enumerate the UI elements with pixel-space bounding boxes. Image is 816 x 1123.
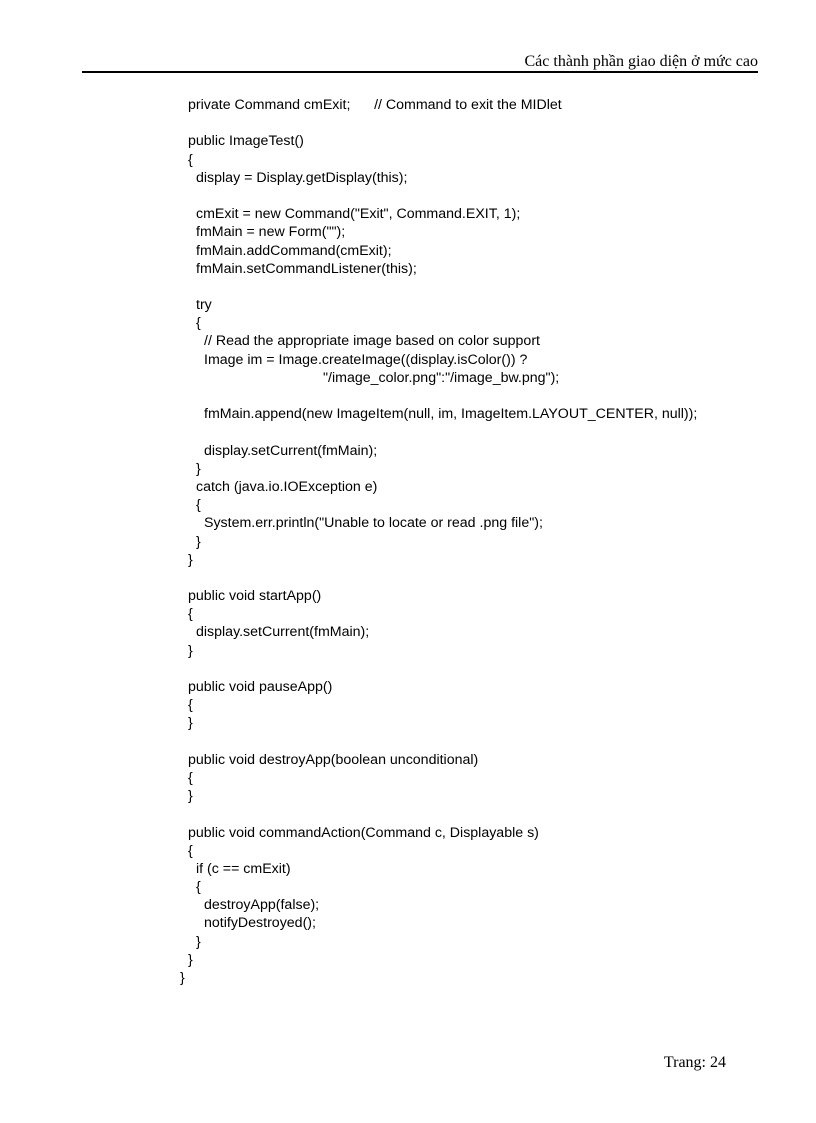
blank-line bbox=[0, 733, 816, 751]
code-line: try bbox=[196, 297, 212, 314]
code-line: { bbox=[196, 879, 201, 896]
code-line: if (c == cmExit) bbox=[196, 860, 291, 877]
code-line: fmMain.addCommand(cmExit); bbox=[196, 242, 392, 259]
code-line: { bbox=[188, 842, 193, 859]
code-line: cmExit = new Command("Exit", Command.EXIT, 1); bbox=[196, 206, 521, 223]
blank-line bbox=[0, 805, 816, 823]
page-header-title: Các thành phần giao diện ở mức cao bbox=[524, 53, 758, 70]
code-line: } bbox=[196, 933, 201, 950]
code-line: private Command cmExit; // Command to exit the MIDlet bbox=[188, 97, 562, 113]
code-line: display.setCurrent(fmMain); bbox=[204, 442, 378, 459]
code-line: { bbox=[196, 315, 201, 332]
code-line: public void destroyApp(boolean unconditional) bbox=[188, 751, 479, 768]
code-line: // Read the appropriate image based on color support bbox=[204, 333, 540, 350]
code-line: display = Display.getDisplay(this); bbox=[196, 169, 408, 186]
code-line: "/image_color.png":"/image_bw.png"); bbox=[323, 369, 560, 386]
code-line: fmMain.setCommandListener(this); bbox=[196, 260, 417, 277]
blank-line bbox=[0, 187, 816, 205]
code-line: } bbox=[188, 551, 193, 568]
code-line: } bbox=[188, 788, 193, 805]
page-number: Trang: 24 bbox=[663, 1054, 726, 1071]
code-line: { bbox=[188, 151, 193, 168]
code-line: } bbox=[188, 951, 193, 968]
code-line: } bbox=[188, 642, 193, 659]
header-divider bbox=[82, 71, 758, 73]
code-line: catch (java.io.IOException e) bbox=[196, 478, 378, 495]
code-line: { bbox=[188, 606, 193, 623]
code-line: public void startApp() bbox=[188, 588, 322, 605]
code-line: } bbox=[188, 715, 193, 732]
code-line: fmMain.append(new ImageItem(null, im, ImageItem.LAYOUT_CENTER, null)); bbox=[204, 406, 698, 423]
code-line: Image im = Image.createImage((display.isColor()) ? bbox=[204, 351, 528, 368]
code-line: public ImageTest() bbox=[188, 133, 304, 150]
code-line: fmMain = new Form(""); bbox=[196, 224, 346, 241]
code-line: notifyDestroyed(); bbox=[204, 915, 316, 932]
blank-line bbox=[0, 423, 816, 441]
code-line: public void commandAction(Command c, Displayable s) bbox=[188, 824, 539, 841]
blank-line bbox=[0, 660, 816, 678]
blank-line bbox=[0, 278, 816, 296]
blank-line bbox=[0, 569, 816, 587]
code-listing bbox=[0, 96, 816, 987]
code-line: public void pauseApp() bbox=[188, 679, 333, 695]
code-line: destroyApp(false); bbox=[204, 897, 320, 914]
code-line: } bbox=[180, 970, 185, 986]
code-line: } bbox=[196, 460, 201, 477]
code-line: { bbox=[196, 497, 201, 514]
code-line: { bbox=[188, 697, 193, 714]
code-line: display.setCurrent(fmMain); bbox=[196, 624, 370, 641]
code-line: { bbox=[188, 769, 193, 786]
blank-line bbox=[0, 114, 816, 132]
code-line: } bbox=[196, 533, 201, 550]
blank-line bbox=[0, 387, 816, 405]
code-line: System.err.println("Unable to locate or read .png file"); bbox=[204, 515, 543, 532]
